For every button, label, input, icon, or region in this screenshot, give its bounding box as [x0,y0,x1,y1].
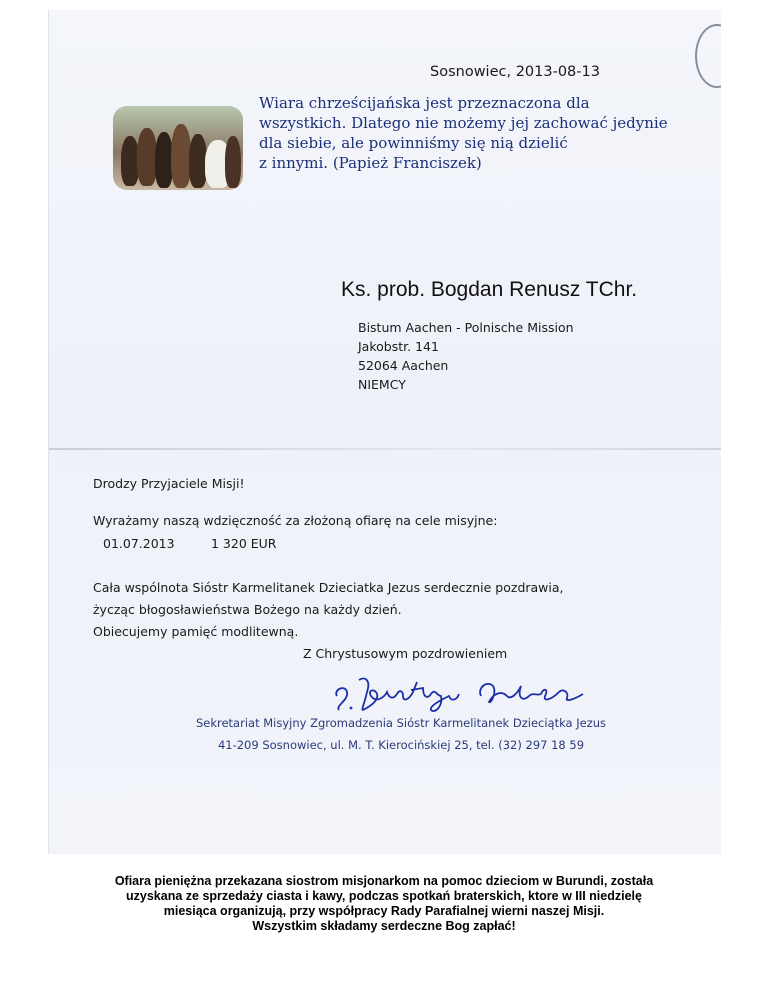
paper-fold-line [49,448,721,450]
quote-line: Wiara chrześcijańska jest przeznaczona dla [259,94,590,112]
recipient-name: Ks. prob. Bogdan Renusz TChr. [341,278,638,301]
paper-edge-mark [695,24,721,88]
address-line: Bistum Aachen - Polnische Mission [358,320,574,335]
donation-date: 01.07.2013 [103,536,175,551]
body-line: życząc błogosławieństwa Bożego na każdy dzień. [93,602,402,617]
scanned-letter [48,10,721,854]
caption-line: Ofiara pieniężna przekazana siostrom misjonarkom na pomoc dzieciom w Burundi, została [114,874,654,888]
caption-line: miesiąca organizują, przy współpracy Rady Parafialnej wierni naszej Misji. [163,904,605,918]
body-line: Cała wspólnota Sióstr Karmelitanek Dzieciatka Jezus serdecznie pozdrawia, [93,580,564,595]
closing: Z Chrystusowym pozdrowieniem [303,646,508,661]
page-caption [24,874,744,934]
address-line: Jakobstr. 141 [358,339,439,354]
donation-amount: 1 320 EUR [211,536,277,551]
greeting: Drodzy Przyjaciele Misji! [93,476,245,491]
quote-line: z innymi. (Papież Franciszek) [259,154,482,172]
children-photo [113,106,243,190]
address-line: NIEMCY [358,377,406,392]
footer-line: 41-209 Sosnowiec, ul. M. T. Kierocińskiej 25, tel. (32) 297 18 59 [217,738,585,752]
footer-line: Sekretariat Misyjny Zgromadzenia Sióstr Karmelitanek Dzieciątka Jezus [195,716,607,730]
handwritten-signature [331,666,591,716]
caption-line: uzyskana ze sprzedaży ciasta i kawy, podczas spotkań braterskich, ktore w III niedzielę [126,889,642,903]
letter-date: Sosnowiec, 2013-08-13 [430,64,600,80]
pope-quote [259,93,668,173]
address-line: 52064 Aachen [358,358,449,373]
thanks-line: Wyrażamy naszą wdzięczność za złożoną ofiarę na cele misyjne: [93,513,498,528]
body-line: Obiecujemy pamięć modlitewną. [93,624,299,639]
quote-line: dla siebie, ale powinniśmy się nią dzielić [259,134,568,152]
quote-line: wszystkich. Dlatego nie możemy jej zachować jedynie [259,114,668,132]
recipient-address [358,318,574,394]
caption-line: Wszystkim składamy serdeczne Bog zapłać! [252,919,516,933]
